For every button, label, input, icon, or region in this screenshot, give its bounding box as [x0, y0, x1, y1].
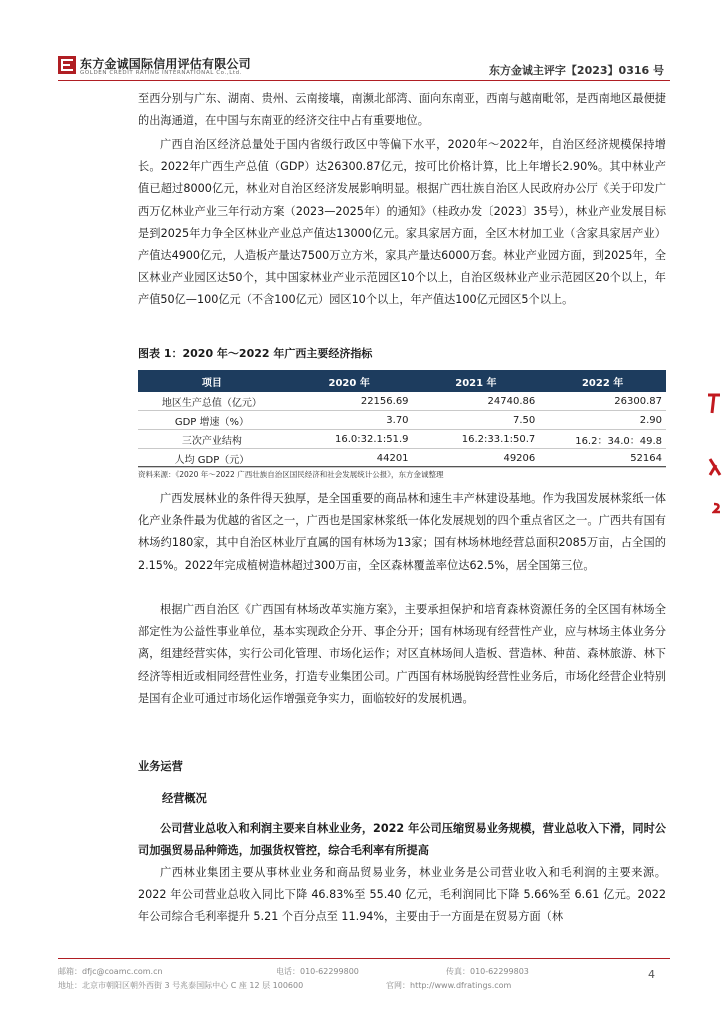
table-cell: GDP 增速（%）: [138, 411, 286, 430]
table-cell: 16.0:32.1:51.9: [286, 430, 413, 449]
economic-indicators-table: [138, 370, 666, 468]
section-title: 业务运营: [138, 760, 183, 773]
table-cell: 24740.86: [413, 392, 540, 411]
stamp-fragment-icon: [712, 495, 722, 519]
table-row: [138, 411, 666, 430]
paragraph-forestry-conditions: 广西发展林业的条件得天独厚，是全国重要的商品林和速生丰产林建设基地。作为我国发展林浆纸一体化产业条件最为优越的省区之一，广西也是国家林浆纸一体化发展规划的四个重点省区之一。广西共有国有林场约180家，其中自治区林业厅直属的国有林场为13家；国有林场林地经营总面积2085万亩，占全国的2.15%。2022年完成植树造林超过300万亩，全区森林覆盖率位达62.5%，居全国第三位。: [138, 492, 666, 572]
table-header-cell: 2020 年: [286, 370, 413, 392]
table-header-cell: 2021 年: [413, 370, 540, 392]
table-cell: 16.2：34.0：49.8: [539, 430, 666, 449]
paragraph-business-overview: 广西林业集团主要从事林业业务和商品贸易业务，林业业务是公司营业收入和毛利润的主要来源。2022 年公司营业总收入同比下降 46.83%至 55.40 亿元，毛利润同比下降 5.66%至 6.61 亿元。2022 年公司综合毛利率提升 5.21 个百分点至 11.94%，主要由于一方面是在贸易方面（林: [138, 866, 666, 924]
paragraph-continuation: 至西分别与广东、湖南、贵州、云南接壤，南濒北部湾、面向东南亚，西南与越南毗邻，是西南地区最便捷的出海通道，在中国与东南亚的经济交往中占有重要地位。: [138, 92, 666, 128]
company-logo: [58, 56, 76, 74]
document-reference: 东方金诚主评字【2023】0316 号: [488, 64, 664, 77]
footer-fax: 传真：010-62299803: [446, 967, 529, 976]
table-cell: 3.70: [286, 411, 413, 430]
table-cell: 44201: [286, 449, 413, 468]
table-source-divider: [138, 466, 666, 467]
table-header-row: [138, 370, 666, 392]
paragraph-reform-plan: 根据广西自治区《广西国有林场改革实施方案》，主要承担保护和培育森林资源任务的全区国有林场全部定性为公益性事业单位，基本实现政企分开、事企分开；国有林场现有经营性产业，应与林场主体业务分离，组建经营实体，实行公司化管理、市场化运作；对区直林场间人造板、营造林、种苗、森林旅游、林下经济等相近或相同经营性业务，打造专业集团公司。广西国有林场脱钩经营性业务后，市场化经营企业特别是国有企业可通过市场化运作增强竞争实力，面临较好的发展机遇。: [138, 603, 666, 705]
header-divider: [58, 80, 670, 81]
table-cell: 人均 GDP（元）: [138, 449, 286, 468]
bold-summary: 公司营业总收入和利润主要来自林业业务，2022 年公司压缩贸易业务规模，营业总收入下滑，同时公司加强贸易品种筛选，加强货权管控，综合毛利率有所提高: [138, 822, 666, 857]
table-header-cell: 项目: [138, 370, 286, 392]
table-cell: 22156.69: [286, 392, 413, 411]
table-caption: 图表 1：2020 年～2022 年广西主要经济指标: [138, 347, 373, 360]
stamp-fragment-icon: [708, 455, 722, 484]
table-cell: 地区生产总值（亿元）: [138, 392, 286, 411]
table-cell: 2.90: [539, 411, 666, 430]
footer-divider: [58, 958, 670, 959]
table-cell: 26300.87: [539, 392, 666, 411]
footer-phone: 电话：010-62299800: [276, 967, 359, 976]
subsection-title: 经营概况: [162, 792, 207, 805]
company-name: 东方金诚国际信用评估有限公司: [80, 57, 251, 71]
page-number: 4: [648, 968, 655, 981]
table-row: [138, 449, 666, 468]
table-cell: 16.2:33.1:50.7: [413, 430, 540, 449]
paragraph-economy: 广西自治区经济总量处于国内省级行政区中等偏下水平，2020年～2022年，自治区经济规模保持增长。2022年广西生产总值（GDP）达26300.87亿元，按可比价格计算，比上年增长2.90%。其中林业产值已超过8000亿元，林业对自治区经济发展影响明显。根据广西壮族自治区人民政府办公厅《关于印发广西万亿林业产业三年行动方案（2023—2025年）的通知》（桂政办发〔2023〕35号），林业产业发展目标是到2025年力争全区林业产业总产值达13000亿元。家具家居方面，全区木材加工业（含家具家居产业）产值达4900亿元，人造板产量达7500万立方米，家具产量达6000万套。林业产业园方面，到2025年，全区林业产业园区达50个，其中国家林业产业示范园区10个以上，自治区级林业产业示范园区20个以上，年产值50亿—100亿元（不含100亿元）园区10个以上，年产值达100亿元园区5个以上。: [138, 138, 666, 307]
footer-address: 地址：北京市朝阳区朝外西街 3 号兆泰国际中心 C 座 12 层 100600: [58, 981, 304, 990]
table-row: [138, 392, 666, 411]
table-header-cell: 2022 年: [539, 370, 666, 392]
table-cell: 52164: [539, 449, 666, 468]
table-cell: 49206: [413, 449, 540, 468]
table-cell: 7.50: [413, 411, 540, 430]
footer-email: 邮箱：dfjc@coamc.com.cn: [58, 967, 163, 976]
stamp-fragment-icon: [706, 392, 722, 421]
company-english-name: GOLDEN CREDIT RATING INTERNATIONAL Co.,Ltd.: [80, 70, 243, 76]
table-source: 资料来源：《2020 年～2022 广西壮族自治区国民经济和社会发展统计公报》，东方金诚整理: [138, 470, 444, 479]
table-cell: 三次产业结构: [138, 430, 286, 449]
table-row: [138, 430, 666, 449]
footer-website: 官网：http://www.dfratings.com: [386, 981, 512, 990]
